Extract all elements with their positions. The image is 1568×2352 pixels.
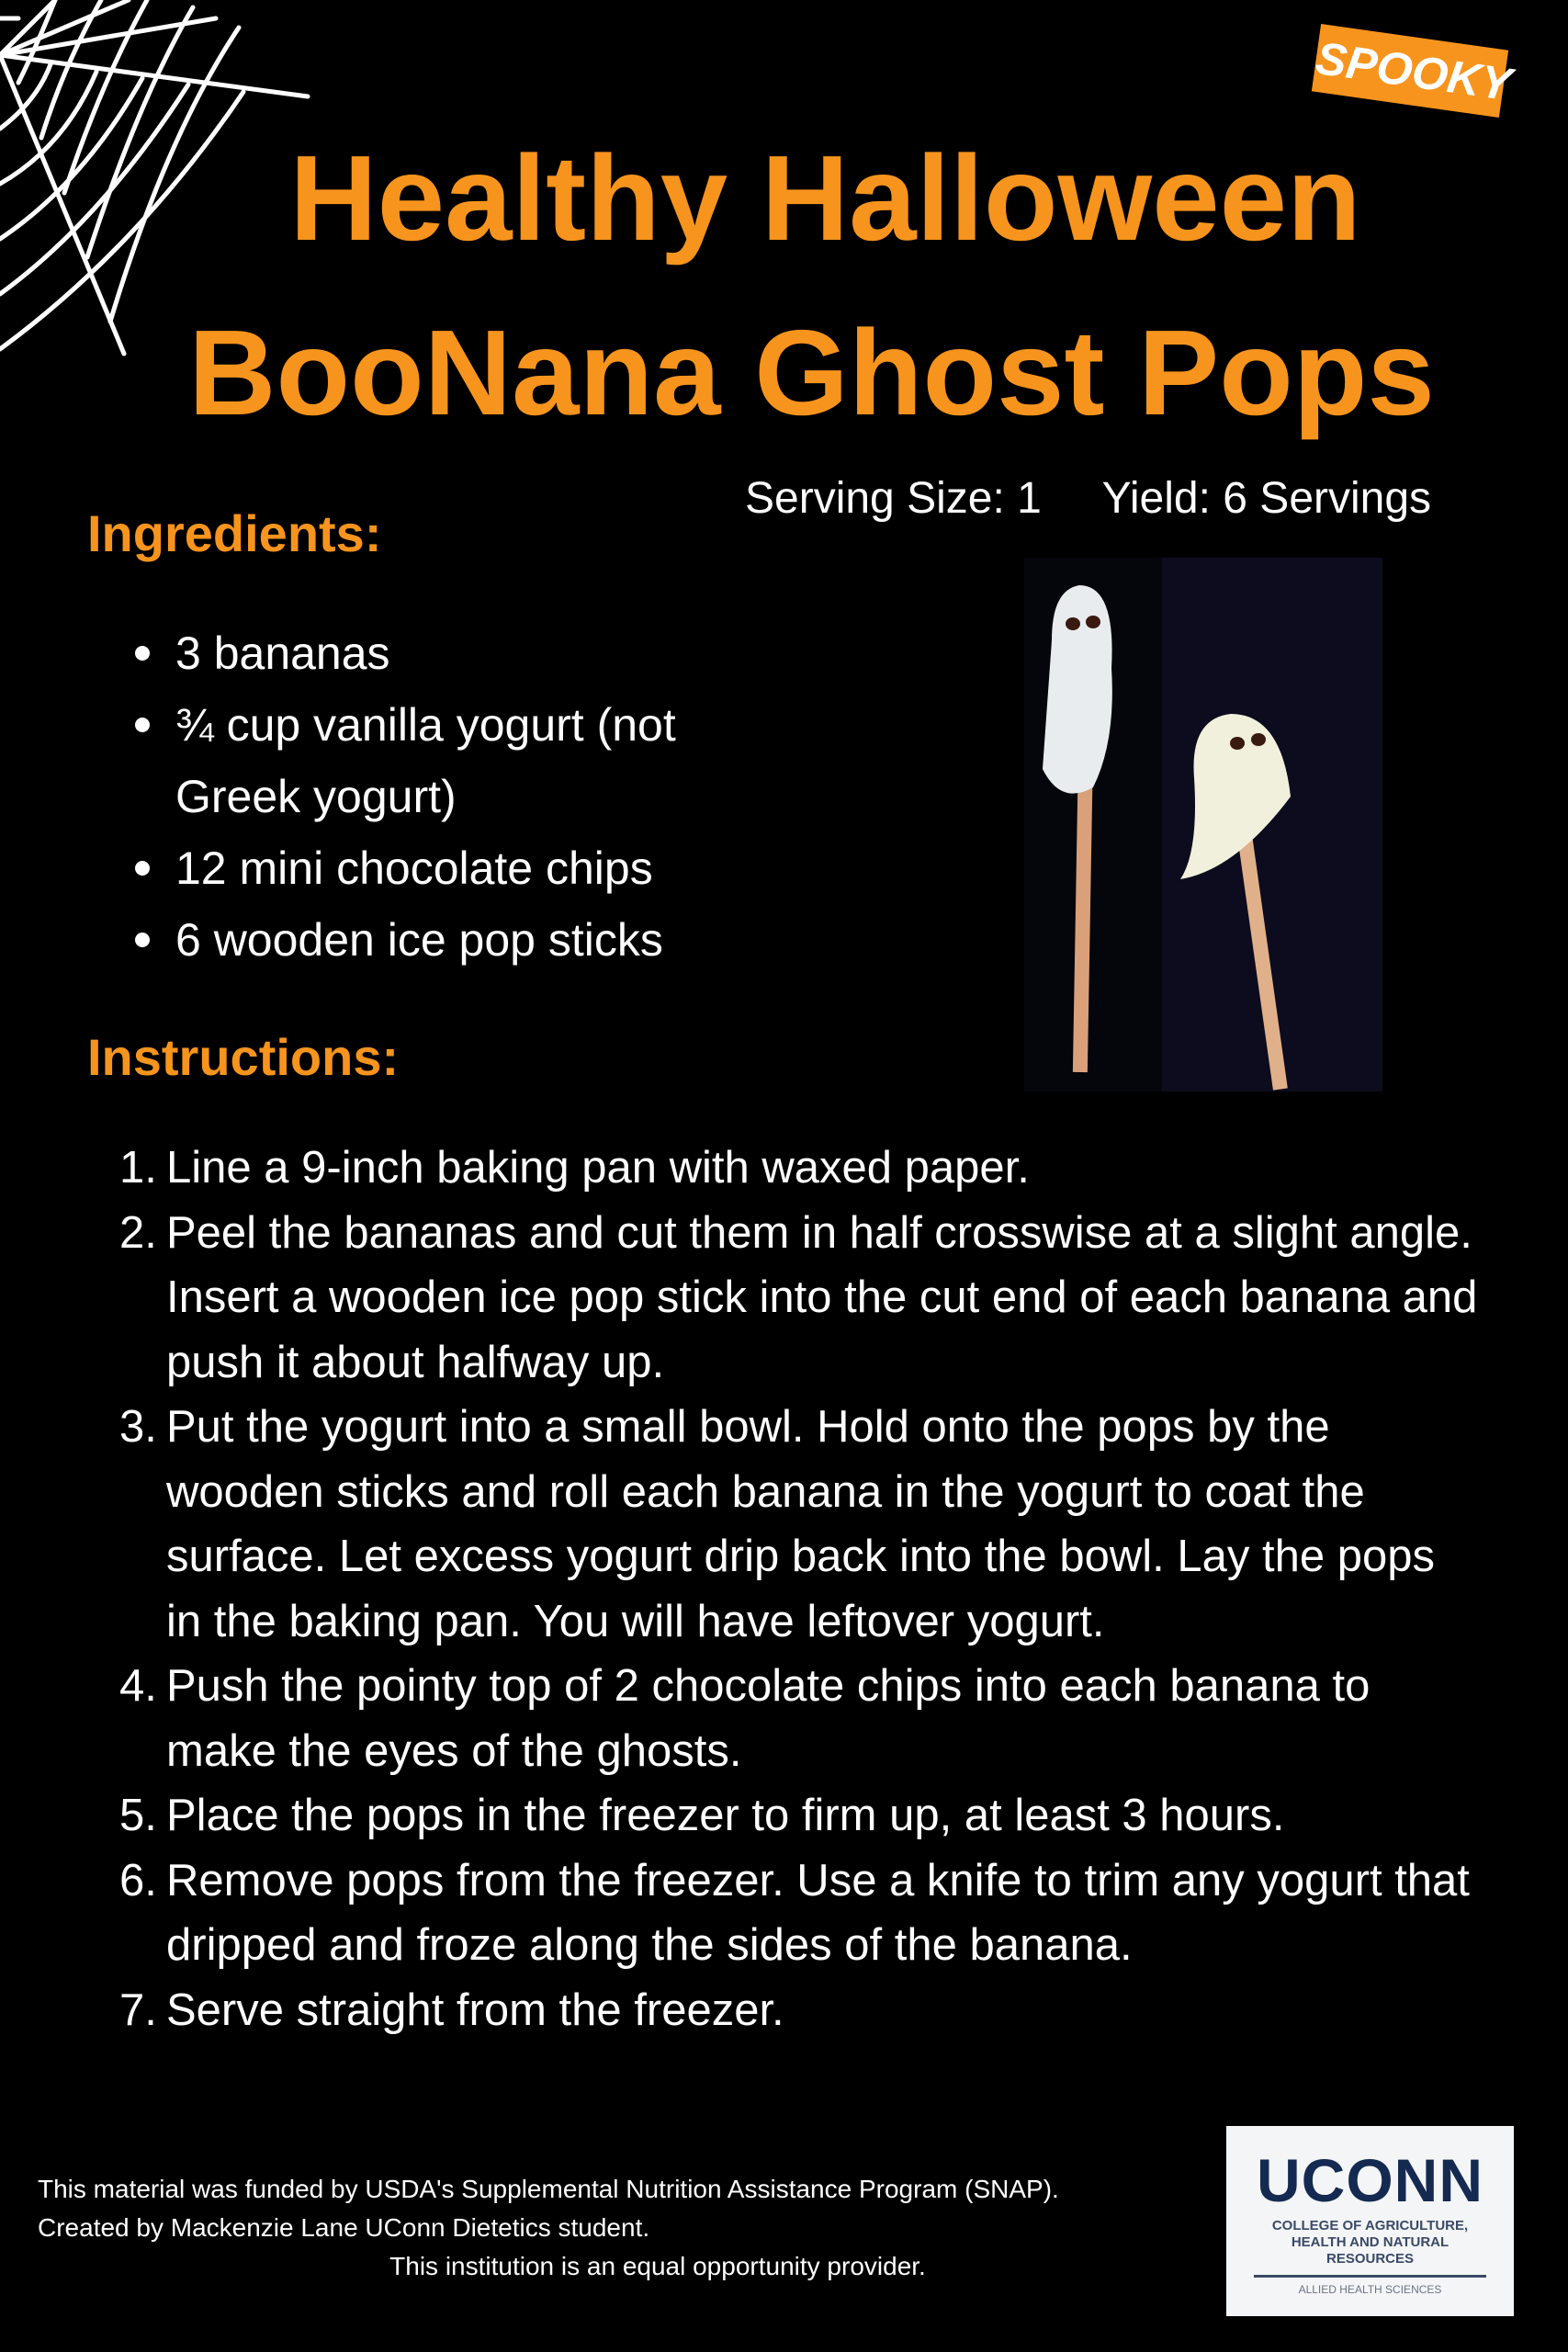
ghost-pops-photo xyxy=(1024,558,1382,1091)
step-text: Remove pops from the freezer. Use a knife to trim any yogurt that dripped and froze along the sides of the banana. xyxy=(166,1855,1470,1970)
footer-equal-opportunity: This institution is an equal opportunity provider. xyxy=(389,2252,926,2280)
step-number: 1. xyxy=(119,1143,157,1193)
logo-college: COLLEGE OF AGRICULTURE, HEALTH AND NATURAL RESOURCES xyxy=(1271,2218,1469,2267)
step-number: 6. xyxy=(119,1855,157,1905)
uconn-logo xyxy=(1226,2126,1514,2316)
logo-dept: ALLIED HEALTH SCIENCES xyxy=(1298,2283,1442,2296)
ingredients-list xyxy=(135,617,778,976)
title-line-1: Healthy Halloween xyxy=(289,130,1361,266)
step-number: 4. xyxy=(119,1661,157,1711)
ingredient-item: 12 mini chocolate chips xyxy=(135,832,778,904)
serving-info xyxy=(745,473,1431,524)
serving-size: Serving Size: 1 xyxy=(745,474,1042,523)
instruction-step xyxy=(119,1654,1479,1783)
instructions-heading: Instructions: xyxy=(87,1028,400,1086)
instructions-list xyxy=(119,1136,1479,2042)
yield: Yield: 6 Servings xyxy=(1101,474,1432,523)
instruction-step xyxy=(119,1783,1479,1849)
ingredient-item: ¾ cup vanilla yogurt (not Greek yogurt) xyxy=(135,689,778,832)
step-text: Line a 9-inch baking pan with waxed paper. xyxy=(166,1143,1030,1193)
step-number: 7. xyxy=(119,1984,157,2035)
step-text: Put the yogurt into a small bowl. Hold onto the pops by the wooden sticks and roll each banana in the yogurt to coat the surface. Let excess yogurt drip back into the bowl. Lay the pops in the baking pan. You will have leftover yogurt. xyxy=(166,1402,1435,1646)
spooky-badge: SPOOKY xyxy=(1312,24,1508,118)
footer-funding: This material was funded by USDA's Supplemental Nutrition Assistance Program (SNAP). xyxy=(38,2175,1059,2203)
ingredient-item: 3 bananas xyxy=(135,617,778,689)
footer-credit: Created by Mackenzie Lane UConn Dietetics student. xyxy=(38,2213,650,2242)
ingredients-heading: Ingredients: xyxy=(87,504,382,562)
step-text: Push the pointy top of 2 chocolate chips into each banana to make the eyes of the ghosts. xyxy=(166,1661,1371,1776)
instruction-step xyxy=(119,1849,1479,1978)
instruction-step xyxy=(119,1136,1479,1201)
step-text: Place the pops in the freezer to firm up, at least 3 hours. xyxy=(166,1791,1285,1840)
step-number: 2. xyxy=(119,1207,157,1258)
step-number: 3. xyxy=(119,1402,157,1452)
instruction-step xyxy=(119,1978,1479,2043)
footer xyxy=(38,2170,1223,2286)
ingredient-item: 6 wooden ice pop sticks xyxy=(135,904,778,976)
instruction-step xyxy=(119,1201,1479,1396)
step-text: Serve straight from the freezer. xyxy=(166,1984,784,2035)
title-line-2: BooNana Ghost Pops xyxy=(188,305,1435,440)
step-text: Peel the bananas and cut them in half crosswise at a slight angle. Insert a wooden ice pop stick into the cut end of each banana and push it about halfway up. xyxy=(166,1207,1478,1387)
step-number: 5. xyxy=(119,1791,157,1840)
instruction-step xyxy=(119,1395,1479,1654)
logo-name: UCONN xyxy=(1257,2146,1483,2214)
